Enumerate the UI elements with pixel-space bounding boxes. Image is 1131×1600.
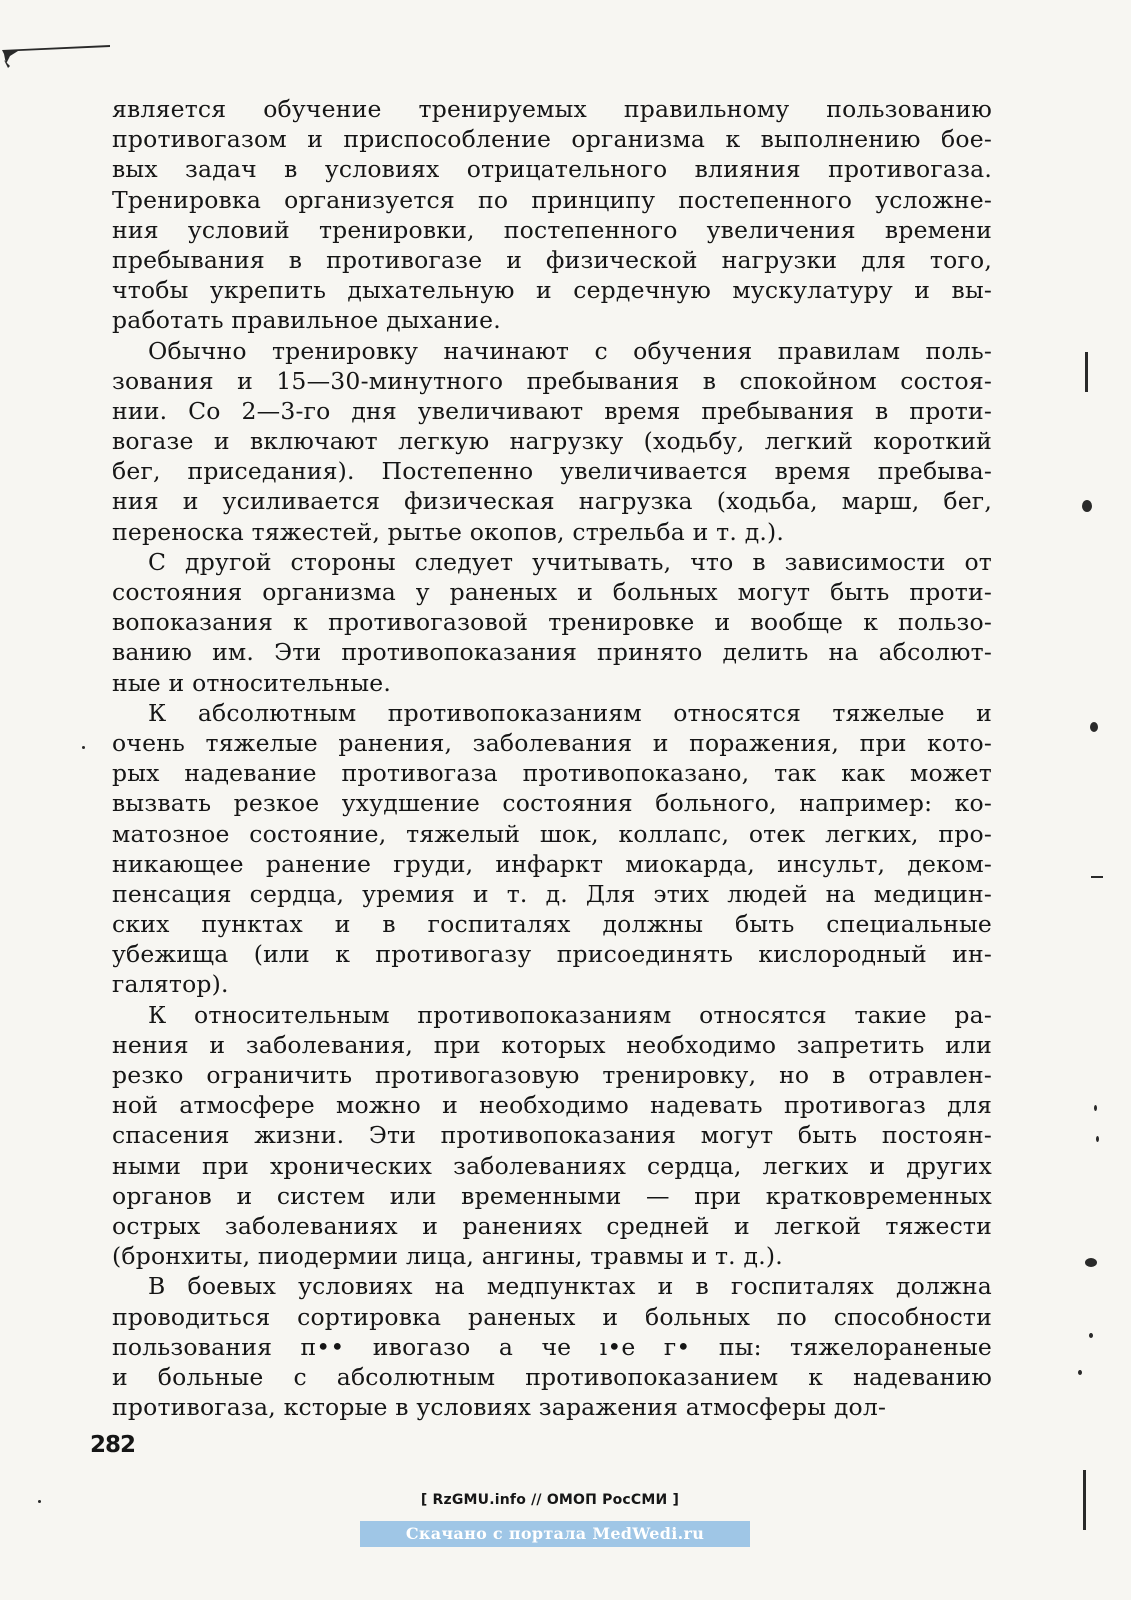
text-line: пенсация сердца, уремия и т. д. Для этих людей на медицин-: [112, 879, 992, 908]
footer-credit: [ RzGMU.info // ОМОП РосСМИ ]: [420, 1492, 680, 1508]
text-line: рых надевание противогаза противопоказано, так как может: [112, 759, 992, 788]
text-line: резко ограничить противогазовую тренировку, но в отравлен-: [112, 1061, 992, 1089]
text-line: ских пунктах и в госпиталях должны быть специальные: [112, 910, 992, 939]
scan-artifact: [1096, 1136, 1099, 1142]
text-line: (бронхиты, пиодермии лица, ангины, травмы и т. д.).: [112, 1242, 783, 1271]
scan-artifact: [1094, 1105, 1097, 1111]
scan-artifact: [1082, 500, 1092, 512]
body-text: [112, 94, 992, 1422]
text-line: В боевых условиях на медпунктах и в госпиталях должна: [148, 1272, 992, 1301]
text-line: противогаза, кcторые в условиях заражения атмосферы дол-: [112, 1393, 887, 1422]
text-line: зования и 15—30-минутного пребывания в спокойном состоя-: [112, 366, 992, 395]
paragraph: [112, 336, 992, 547]
text-line: проводиться сортировка раненых и больных по способности: [112, 1302, 992, 1331]
text-line: нения и заболевания, при которых необходимо запретить или: [112, 1030, 992, 1059]
paragraph: [112, 698, 992, 1000]
text-line: пользования п•• ивогазо а че ı•е г• пы: тяжелораненые: [112, 1332, 992, 1361]
text-line: спасения жизни. Эти противопоказания могут быть постоян-: [112, 1121, 992, 1150]
scan-artifact: [82, 746, 85, 749]
text-line: чтобы укрепить дыхательную и сердечную мускулатуру и вы-: [112, 276, 992, 305]
text-line: ния и усиливается физическая нагрузка (ходьба, марш, бег,: [112, 487, 992, 516]
text-line: вогазе и включают легкую нагрузку (ходьбу, легкий короткий: [112, 427, 992, 456]
text-line: убежища (или к противогазу присоединять кислородный ин-: [112, 940, 992, 969]
text-line: Обычно тренировку начинают с обучения правилам поль-: [148, 336, 992, 365]
scan-artifact: [1085, 352, 1088, 392]
text-line: противогазом и приспособление организма к выполнению бое-: [112, 125, 992, 154]
text-line: ные и относительные.: [112, 668, 392, 697]
page-number: 282: [90, 1432, 136, 1458]
text-line: очень тяжелые ранения, заболевания и поражения, при кото-: [112, 728, 992, 757]
text-line: бег, приседания). Постепенно увеличивается время пребыва-: [112, 457, 992, 486]
text-line: пребывания в противогазе и физической нагрузки для того,: [112, 245, 992, 274]
text-line: К абсолютным противопоказаниям относятся тяжелые и: [148, 698, 992, 727]
scan-artifact: [1083, 1470, 1086, 1530]
text-line: никающее ранение груди, инфаркт миокарда, инсульт, деком-: [112, 849, 992, 878]
text-line: ванию им. Эти противопоказания принято делить на абсолют-: [112, 638, 992, 667]
text-line: органов и систем или временными — при кратковременных: [112, 1181, 992, 1210]
scan-corner-mark: [0, 42, 112, 70]
watermark-banner: Скачано с портала MedWedi.ru: [360, 1521, 750, 1547]
text-line: ными при хронических заболеваниях сердца, легких и других: [112, 1151, 992, 1180]
text-line: состояния организма у раненых и больных могут быть проти-: [112, 578, 992, 606]
paragraph: [112, 547, 992, 698]
scan-artifact: [1089, 1333, 1093, 1338]
text-line: переноска тяжестей, рытье окопов, стрельба и т. д.).: [112, 517, 785, 546]
text-line: и больные с абсолютным противопоказанием к надеванию: [112, 1362, 992, 1391]
text-line: Тренировка организуется по принципу постепенного усложне-: [112, 185, 992, 214]
text-line: К относительным противопоказаниям относятся такие ра-: [148, 1000, 992, 1029]
text-line: вопоказания к противогазовой тренировке и вообще к пользо-: [112, 608, 992, 637]
paragraph: [112, 94, 992, 336]
scan-artifact: [1090, 722, 1098, 732]
scan-artifact: [1085, 1258, 1097, 1267]
text-line: ния условий тренировки, постепенного увеличения времени: [112, 215, 992, 244]
text-line: острых заболеваниях и ранениях средней и легкой тяжести: [112, 1211, 992, 1240]
text-line: С другой стороны следует учитывать, что в зависимости от: [148, 547, 992, 576]
text-line: галятор).: [112, 970, 229, 999]
paragraph: [112, 1000, 992, 1272]
scan-artifact: [38, 1500, 41, 1503]
text-line: нии. Со 2—3-го дня увеличивают время пребывания в проти-: [112, 396, 992, 425]
text-line: является обучение тренируемых правильному пользованию: [112, 95, 992, 123]
scan-artifact: [1091, 876, 1103, 878]
text-line: ной атмосфере можно и необходимо надевать противогаз для: [112, 1091, 992, 1120]
text-line: вых задач в условиях отрицательного влияния противогаза.: [112, 155, 992, 184]
text-line: матозное состояние, тяжелый шок, коллапс, отек легких, про-: [112, 819, 992, 848]
text-line: работать правильное дыхание.: [112, 306, 501, 335]
text-line: вызвать резкое ухудшение состояния больного, например: ко-: [112, 789, 992, 818]
scan-artifact: [1078, 1370, 1082, 1375]
paragraph: [112, 1271, 992, 1422]
